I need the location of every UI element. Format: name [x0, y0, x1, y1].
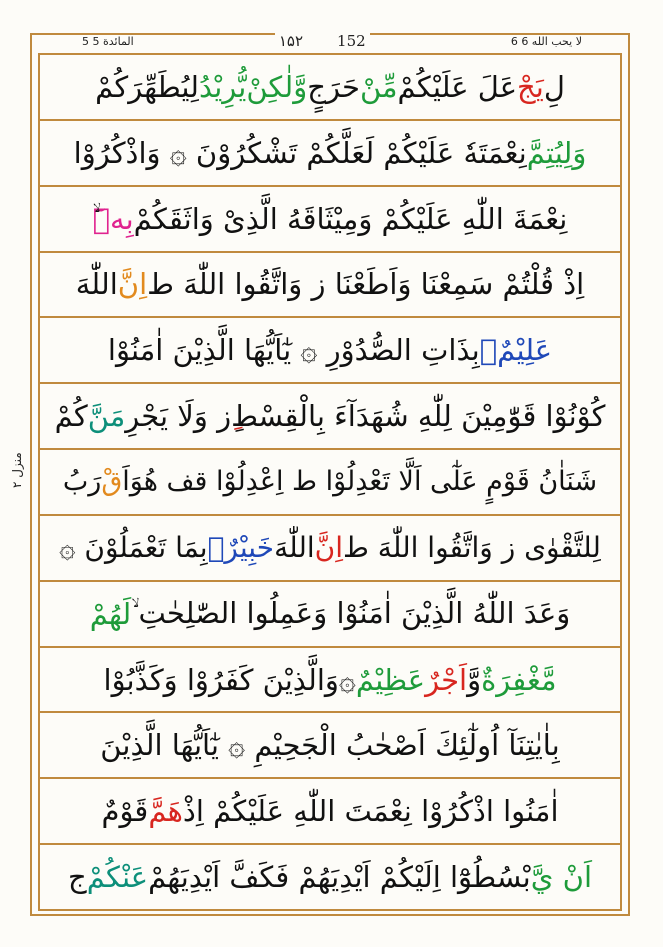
text-segment: وَعَدَ اللّٰهُ الَّذِيْنَ اٰمَنُوْا وَعَمِلُوا الصّٰلِحٰتِ ۙ [131, 596, 571, 631]
header-page-numbers [275, 32, 370, 50]
text-segment: مَّغْفِرَةٌ [481, 662, 557, 697]
text-segment: مِّنْ [359, 69, 398, 104]
text-segment: بِمَا تَعْمَلُوْنَ ۞ [59, 531, 208, 565]
text-segment: قَوْمٌ [101, 794, 149, 829]
text-segment: حَرَجٍ [307, 69, 360, 104]
text-segment: كُمْ [54, 399, 88, 434]
text-segment: لِ [543, 69, 565, 104]
text-segment: ز وَلَا يَجْرِ [125, 399, 232, 434]
text-line [40, 582, 620, 648]
text-segment: اللّٰهَ [274, 531, 315, 565]
text-segment: يَجْ [517, 69, 544, 104]
page-number-urdu: ۱۵۲ [278, 32, 304, 50]
text-line [40, 253, 620, 319]
text-segment: عَلَ عَلَيْكُمْ [397, 69, 518, 104]
text-segment: اَجْرٌ [425, 662, 468, 697]
page-header [30, 30, 630, 52]
text-segment: هَمَّ [148, 794, 183, 829]
text-segment: قْ [101, 466, 123, 498]
text-segment: وَ [324, 662, 339, 697]
text-segment: وَّلٰكِنْ [246, 69, 308, 104]
text-segment: اٰمَنُوا اذْكُرُوْا نِعْمَتَ اللّٰهِ عَلَيْكُمْ اِذْ [182, 794, 559, 829]
text-segment: يُّرِيْدُ [198, 69, 247, 104]
text-line [40, 713, 620, 779]
text-line [40, 55, 620, 121]
text-segment: بْسُطُوْٓا اِلَيْكُمْ اَيْدِيَهُمْ فَكَفَّ اَيْدِيَهُمْ [148, 860, 531, 895]
page-number: 152 [337, 32, 366, 50]
header-surah: 5 المائدة 5 [78, 35, 138, 48]
text-line [40, 450, 620, 516]
text-segment: نِعْمَتَهٗ عَلَيْكُمْ لَعَلَّكُمْ تَشْكُرُوْنَ ۞ وَاذْكُرُوْا [73, 135, 527, 170]
text-segment: الَّذِيْنَ كَفَرُوْا وَكَذَّبُوْا [103, 662, 325, 697]
text-segment: لَهُمْ [89, 596, 132, 631]
text-segment: بِاٰيٰتِنَآ اُولٰٓئِكَ اَصْحٰبُ الْجَحِيْمِ ۞ يٰٓاَيُّهَا الَّذِيْنَ [100, 728, 560, 763]
text-segment: اِذْ قُلْتُمْ سَمِعْنَا وَاَطَعْنَا ز وَاتَّقُوا اللّٰهَ ط [147, 267, 585, 302]
text-segment: لِلتَّقْوٰى ز وَاتَّقُوا اللّٰهَ ط [343, 531, 601, 565]
text-segment: رَبُ [62, 466, 102, 498]
quran-text-lines [40, 55, 620, 909]
text-segment: مَنَّ [87, 399, 126, 434]
text-line [40, 648, 620, 714]
text-segment: شَنَاٰنُ قَوْمٍ عَلٰٓى اَلَّا تَعْدِلُوْا ط اِعْدِلُوْا قف هُوَ [129, 466, 598, 498]
text-line [40, 318, 620, 384]
text-segment: بِهٖٓ [92, 201, 134, 236]
text-segment: ۞ [338, 662, 356, 697]
text-line [40, 384, 620, 450]
text-segment: نِعْمَةَ اللّٰهِ عَلَيْكُمْ وَمِيْثَاقَهُ الَّذِىْ وَاثَقَكُمْ [133, 201, 568, 236]
manzil-marker: منزل ۲ [10, 452, 24, 488]
text-segment: اِنَّ [314, 531, 344, 565]
text-segment: خَبِيْرٌۢ [207, 531, 275, 565]
text-segment: وَّ [467, 662, 482, 697]
text-segment: اَنْ يَّ [530, 860, 593, 895]
text-segment: اَ [122, 466, 130, 498]
text-segment: لِيُطَهِّرَكُمْ [95, 69, 199, 104]
text-segment: اِنَّ [117, 267, 148, 302]
text-segment: عَظِيْمٌ [355, 662, 426, 697]
text-segment: بِذَاتِ الصُّدُوْرِ ۞ يٰٓاَيُّهَا الَّذِيْنَ اٰمَنُوْا [107, 333, 480, 368]
text-segment: عَلِيْمٌۢ [479, 333, 553, 368]
text-segment: عَنْكُمْ [86, 860, 149, 895]
text-line [40, 187, 620, 253]
text-line [40, 516, 620, 582]
text-segment: وَلِيُتِمَّ [526, 135, 587, 170]
text-line [40, 845, 620, 909]
text-segment: اللّٰهَ [75, 267, 118, 302]
text-line [40, 121, 620, 187]
text-segment: ج [67, 860, 87, 895]
header-juz: 6 لا يحب الله 6 [507, 35, 586, 48]
text-segment: كُوْنُوْا قَوّٰمِيْنَ لِلّٰهِ شُهَدَآءَ بِالْقِسْطِ [231, 399, 606, 434]
text-line [40, 779, 620, 845]
